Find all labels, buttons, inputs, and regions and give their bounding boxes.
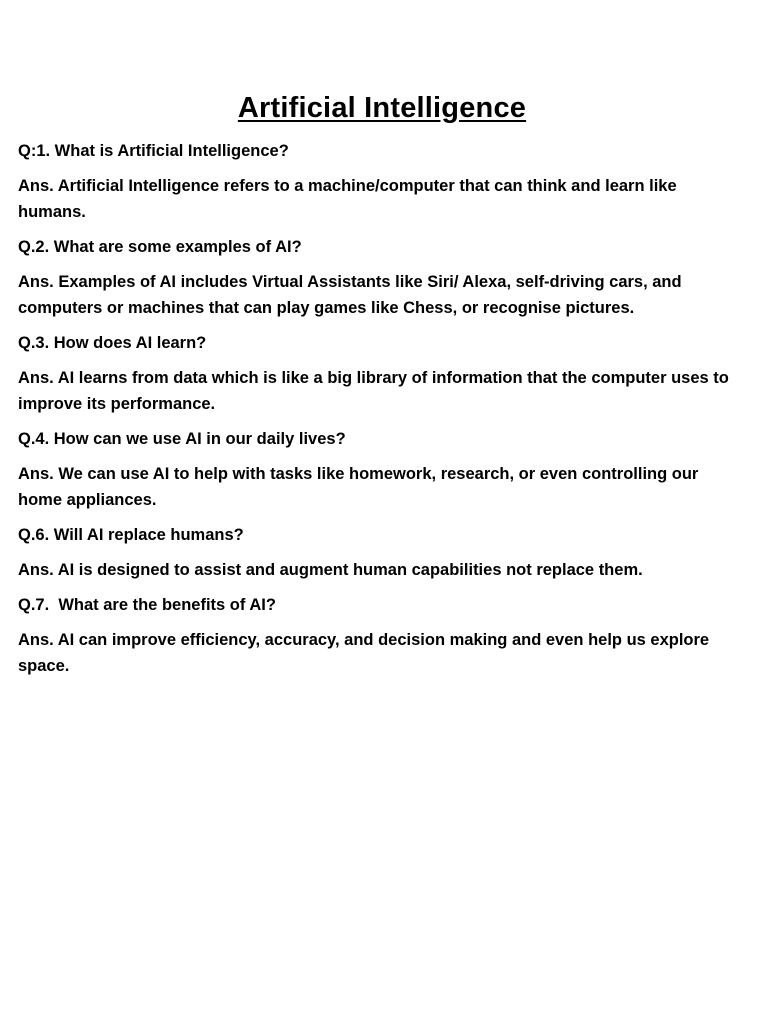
question-1: Q:1. What is Artificial Intelligence? bbox=[18, 142, 289, 160]
qa-item-4 bbox=[18, 426, 746, 513]
answer-4: Ans. We can use AI to help with tasks like homework, research, or even controlling our home appliances. bbox=[18, 465, 703, 509]
answer-2: Ans. Examples of AI includes Virtual Assistants like Siri/ Alexa, self-driving cars, and computers or machines that can play games like Chess, or recognise pictures. bbox=[18, 273, 687, 317]
answer-1: Ans. Artificial Intelligence refers to a machine/computer that can think and learn like humans. bbox=[18, 177, 682, 221]
answer-5: Ans. AI is designed to assist and augment human capabilities not replace them. bbox=[18, 561, 643, 579]
document-title: Artificial Intelligence bbox=[237, 92, 527, 124]
question-5: Q.6. Will AI replace humans? bbox=[18, 526, 244, 544]
qa-list bbox=[18, 138, 746, 679]
question-6: Q.7. What are the benefits of AI? bbox=[18, 596, 276, 614]
question-2: Q.2. What are some examples of AI? bbox=[18, 238, 302, 256]
qa-item-2 bbox=[18, 234, 746, 321]
question-4: Q.4. How can we use AI in our daily lives? bbox=[18, 430, 346, 448]
question-3: Q.3. How does AI learn? bbox=[18, 334, 207, 352]
qa-item-3 bbox=[18, 330, 746, 417]
answer-3: Ans. AI learns from data which is like a big library of information that the computer uses to improve its performance. bbox=[18, 369, 734, 413]
qa-item-6 bbox=[18, 592, 746, 679]
answer-6: Ans. AI can improve efficiency, accuracy, and decision making and even help us explore space. bbox=[18, 631, 714, 675]
qa-item-1 bbox=[18, 138, 746, 225]
qa-item-5 bbox=[18, 522, 746, 583]
